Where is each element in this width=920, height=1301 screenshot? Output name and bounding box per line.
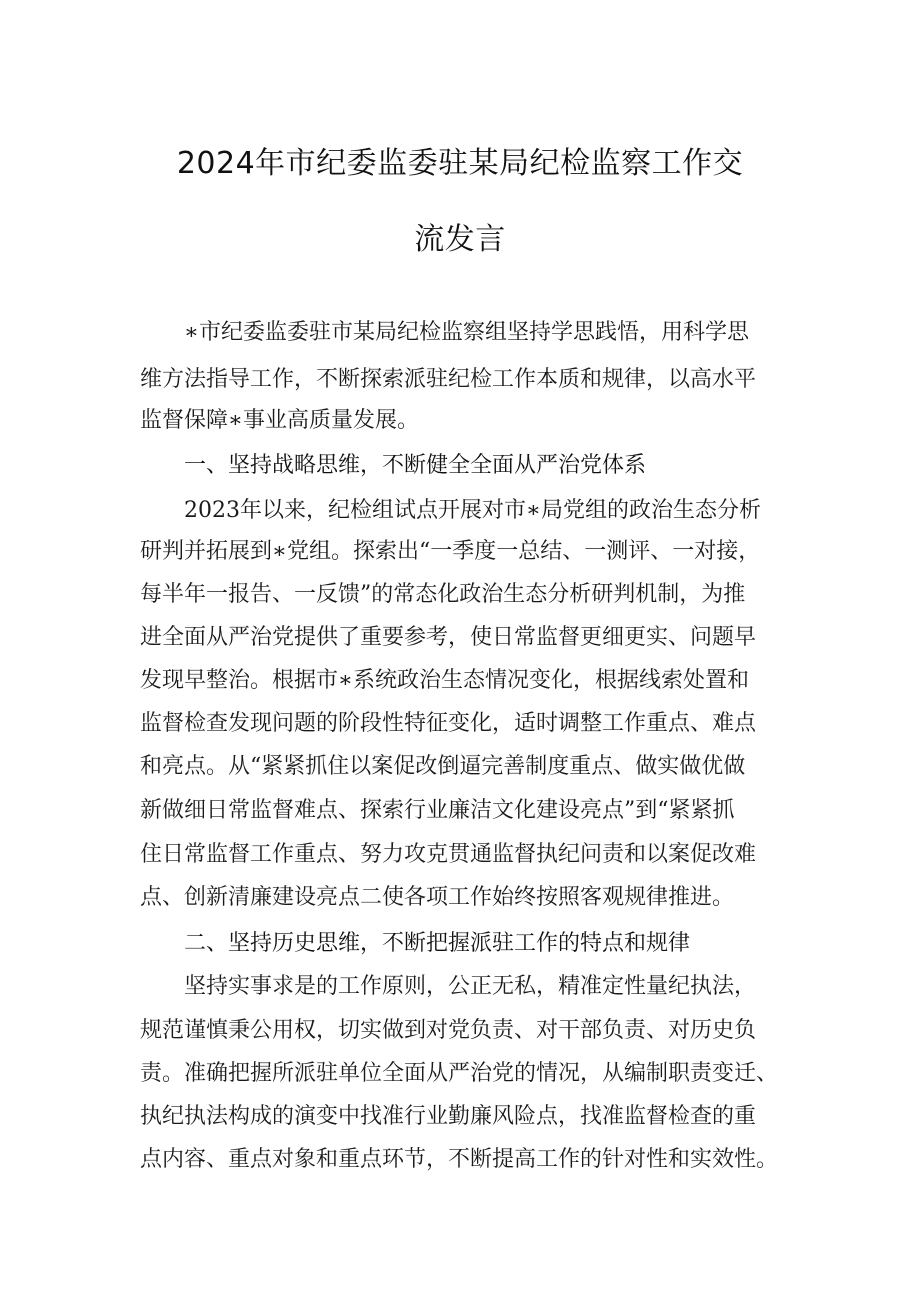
section-2-line: 执纪执法构成的演变中找准行业勤廉风险点，找准监督检查的重 <box>140 1104 757 1129</box>
section-1-line: 和亮点。从“紧紧抓住以案促改倒逼完善制度重点、做实做优做 <box>140 754 746 779</box>
section-2-line: 责。准确把握所派驻单位全面从严治党的情况，从编制职责变迁、 <box>140 1061 779 1086</box>
section-2-line: 坚持实事求是的工作原则，公正无私，精准定性量纪执法， <box>184 974 757 999</box>
section-1-line: 发现早整治。根据市∗系统政治生态情况变化，根据线索处置和 <box>140 668 749 693</box>
intro-line: 维方法指导工作，不断探索派驻纪检工作本质和规律，以高水平 <box>140 367 757 392</box>
document-title-line-2: 流发言 <box>414 222 506 257</box>
section-2-heading: 二、坚持历史思维，不断把握派驻工作的特点和规律 <box>184 931 691 956</box>
section-1-heading: 一、坚持战略思维，不断健全全面从严治党体系 <box>184 453 647 478</box>
section-1-line: 点、创新清廉建设亮点二使各项工作始终按照客观规律推进。 <box>140 885 735 910</box>
section-2-line: 点内容、重点对象和重点环节，不断提高工作的针对性和实效性。 <box>140 1147 779 1172</box>
intro-line: 监督保障∗事业高质量发展。 <box>140 408 419 433</box>
section-1-line: 进全面从严治党提供了重要参考，使日常监督更细更实、问题早 <box>140 625 757 650</box>
section-1-line: 住日常监督工作重点、努力攻克贯通监督执纪问责和以案促改难 <box>140 842 757 867</box>
section-1-line: 监督检查发现问题的阶段性特征变化，适时调整工作重点、难点 <box>140 711 757 736</box>
document-title-line-1: 2024年市纪委监委驻某局纪检监察工作交 <box>176 146 744 181</box>
section-1-line: 新做细日常监督难点、探索行业廉洁文化建设亮点”到“紧紧抓 <box>140 798 735 823</box>
section-1-line: 每半年一报告、一反馈”的常态化政治生态分析研判机制，为推 <box>140 582 746 607</box>
section-2-line: 规范谨慎秉公用权，切实做到对党负责、对干部负责、对历史负 <box>140 1018 757 1043</box>
intro-line: ∗市纪委监委驻市某局纪检监察组坚持学思践悟，用科学思 <box>184 320 749 345</box>
section-1-line: 研判并拓展到∗党组。探索出“一季度一总结、一测评、一对接， <box>140 539 761 564</box>
section-1-line: 2023年以来，纪检组试点开展对市∗局党组的政治生态分析 <box>184 498 761 523</box>
